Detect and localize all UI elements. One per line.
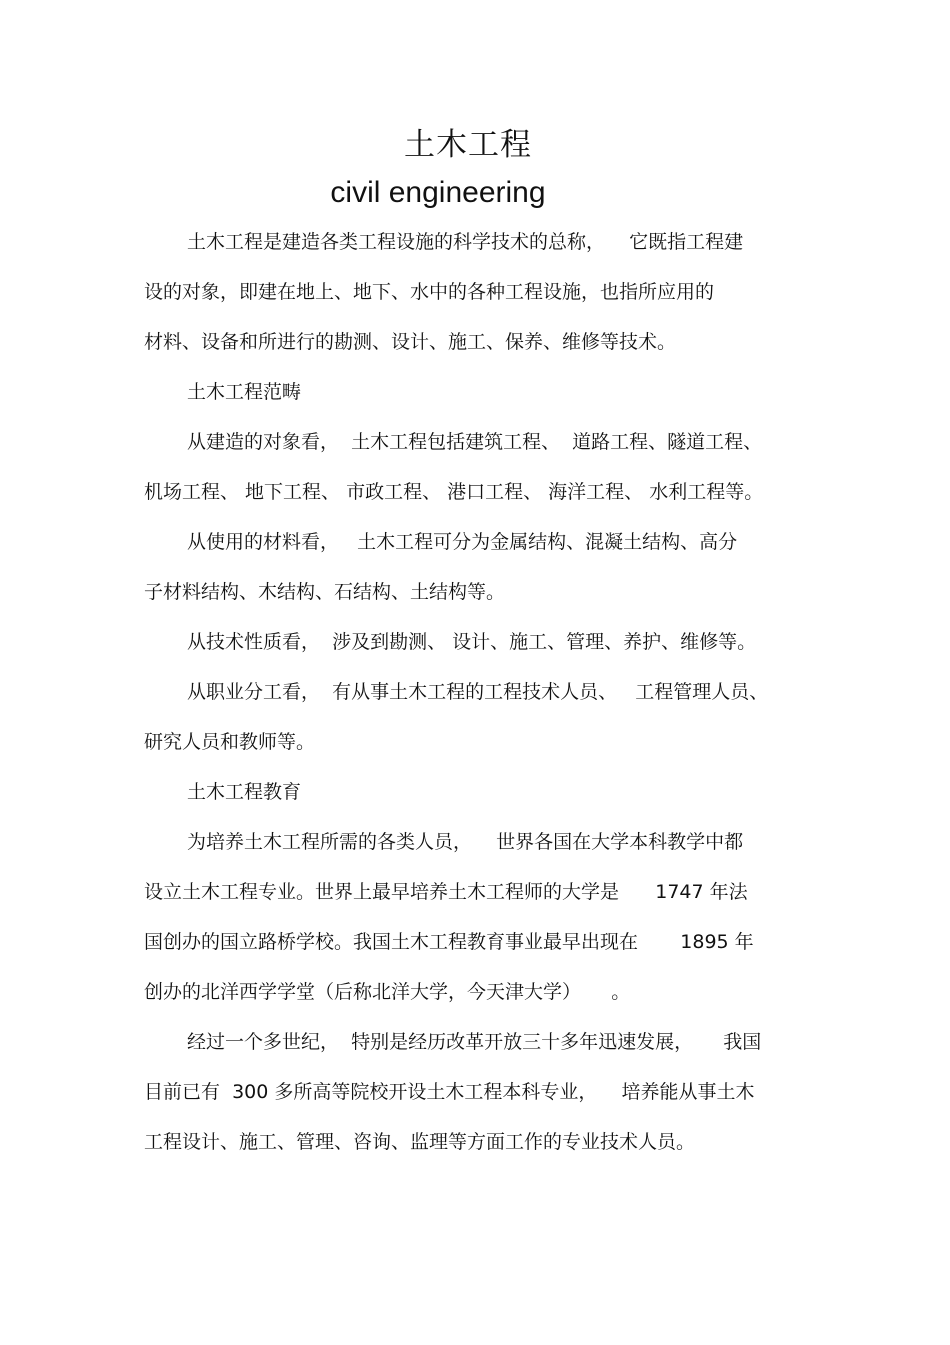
section-heading: 土木工程教育	[187, 781, 302, 803]
paragraph-line: 土木工程是建造各类工程设施的科学技术的总称， 它既指工程建	[187, 231, 744, 253]
paragraph-line: 机场工程、 地下工程、 市政工程、 港口工程、 海洋工程、 水利工程等。	[144, 481, 764, 503]
paragraph-line: 从使用的材料看， 土木工程可分为金属结构、混凝土结构、高分	[187, 531, 738, 553]
paragraph-line: 从建造的对象看， 土木工程包括建筑工程、 道路工程、隧道工程、	[187, 431, 763, 453]
paragraph-line: 材料、设备和所进行的勘测、设计、施工、保养、维修等技术。	[144, 331, 677, 353]
paragraph-line: 从职业分工看， 有从事土木工程的工程技术人员、 工程管理人员、	[187, 681, 769, 703]
document-subtitle: civil engineering	[330, 176, 546, 209]
paragraph-line: 为培养土木工程所需的各类人员， 世界各国在大学本科教学中都	[187, 831, 744, 853]
paragraph-line: 研究人员和教师等。	[144, 731, 316, 753]
paragraph-line: 设立土木工程专业。世界上最早培养土木工程师的大学是 1747 年法	[144, 881, 748, 903]
paragraph-line: 经过一个多世纪， 特别是经历改革开放三十多年迅速发展， 我国	[187, 1031, 762, 1053]
paragraph-line: 设的对象，即建在地上、地下、水中的各种工程设施，也指所应用的	[144, 281, 715, 303]
paragraph-line: 从技术性质看， 涉及到勘测、 设计、施工、管理、养护、维修等。	[187, 631, 757, 653]
paragraph-line: 国创办的国立路桥学校。我国土木工程教育事业最早出现在 1895 年	[144, 931, 754, 953]
paragraph-line: 创办的北洋西学学堂（后称北洋大学，今天津大学） 。	[144, 981, 631, 1003]
section-heading: 土木工程范畴	[187, 381, 302, 403]
paragraph-line: 工程设计、施工、管理、咨询、监理等方面工作的专业技术人员。	[144, 1131, 696, 1153]
document-title: 土木工程	[404, 127, 532, 163]
paragraph-line: 子材料结构、木结构、石结构、土结构等。	[144, 581, 506, 603]
paragraph-line: 目前已有 300 多所高等院校开设土木工程本科专业， 培养能从事土木	[144, 1081, 755, 1103]
